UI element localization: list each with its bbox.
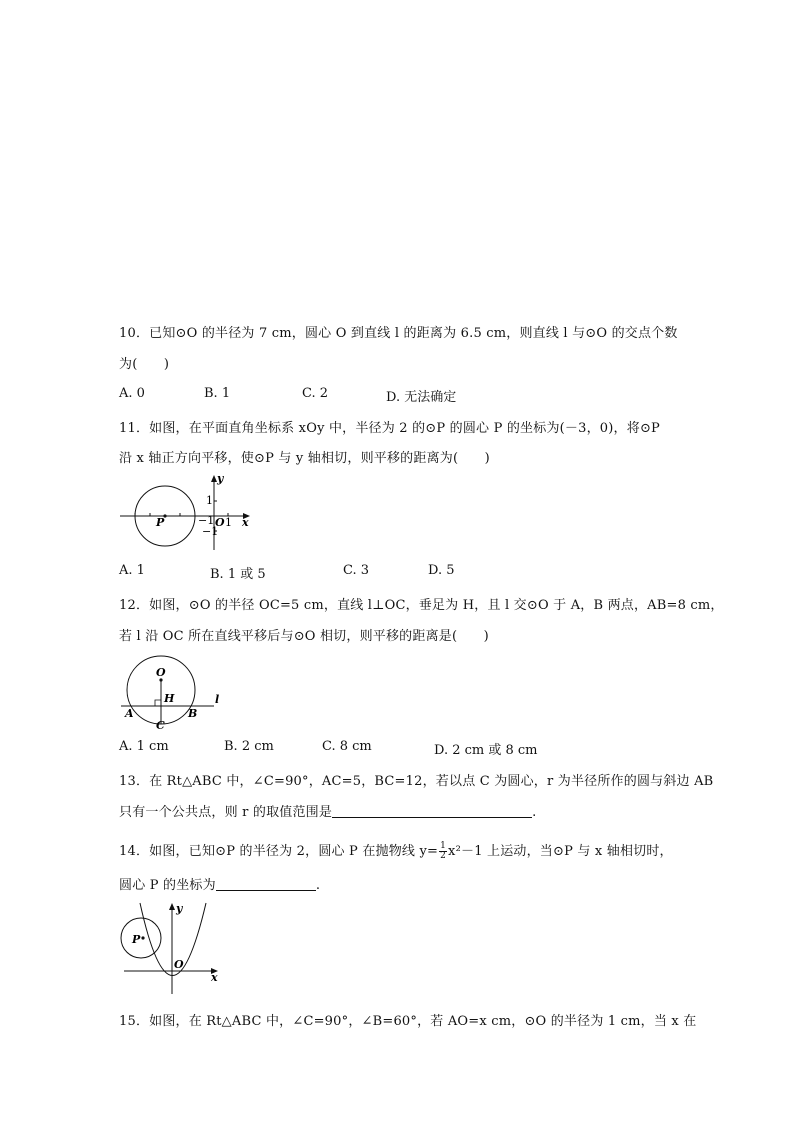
q11-label-tick-up: 1 bbox=[206, 494, 213, 507]
q13-stem-text: 只有一个公共点，则 r 的取值范围是 bbox=[119, 805, 333, 820]
q14-stem-end: . bbox=[315, 878, 321, 893]
q13-stem-line1: 13．在 Rt△ABC 中，∠C=90°，AC=5，BC=12，若以点 C 为圆心，r 为半径所作的圆与斜边 AB bbox=[119, 774, 714, 789]
q12-option-b: B. 2 cm bbox=[224, 739, 274, 754]
q11-option-c: C. 3 bbox=[343, 563, 370, 578]
q14-center-dot bbox=[141, 936, 144, 939]
q11-option-d: D. 5 bbox=[428, 563, 455, 578]
q14-figure bbox=[116, 898, 226, 996]
q14-stem-text-b: x²－1 上运动，当⊙P 与 x 轴相切时， bbox=[448, 844, 673, 859]
q14-frac-num: 1 bbox=[440, 841, 447, 851]
q11-label-tick-pos: 1 bbox=[225, 516, 232, 529]
q12-figure bbox=[118, 646, 228, 730]
q11-label-y: y bbox=[217, 472, 224, 485]
q14-label-p: P bbox=[132, 933, 141, 946]
q11-option-a: A. 1 bbox=[119, 563, 145, 578]
q12-right-angle bbox=[155, 700, 161, 706]
q11-label-p: P bbox=[156, 516, 165, 529]
q10-option-b: B. 1 bbox=[204, 386, 231, 401]
q14-fraction bbox=[439, 842, 447, 861]
q10-option-d: D. 无法确定 bbox=[386, 390, 457, 405]
q13-stem-end: . bbox=[532, 805, 537, 820]
q14-stem-line1 bbox=[119, 840, 673, 861]
q13-stem-line2 bbox=[119, 801, 536, 820]
q12-stem-line2: 若 l 沿 OC 所在直线平移后与⊙O 相切，则平移的距离是( ) bbox=[119, 629, 489, 644]
q11-label-tick-down: −1 bbox=[202, 525, 219, 538]
q14-y-arrow bbox=[169, 903, 175, 910]
q14-stem-text-c: 圆心 P 的坐标为 bbox=[119, 878, 216, 893]
q12-stem-line1: 12．如图，⊙O 的半径 OC=5 cm，直线 l⊥OC，垂足为 H，且 l 交⊙O 于 A，B 两点，AB=8 cm， bbox=[119, 598, 724, 613]
q12-option-d: D. 2 cm 或 8 cm bbox=[434, 743, 538, 758]
q12-option-a: A. 1 cm bbox=[119, 739, 169, 754]
q12-option-c: C. 8 cm bbox=[322, 739, 372, 754]
q10-stem-line1: 10．已知⊙O 的半径为 7 cm，圆心 O 到直线 l 的距离为 6.5 cm，则直线 l 与⊙O 的交点个数 bbox=[119, 326, 678, 341]
q13-answer-blank[interactable] bbox=[332, 805, 532, 818]
q12-label-o: O bbox=[156, 666, 166, 679]
q14-parabola bbox=[140, 903, 206, 976]
q11-label-tick-neg: −1 bbox=[198, 514, 215, 527]
q14-stem-text-a: 14．如图，已知⊙P 的半径为 2，圆心 P 在抛物线 y= bbox=[119, 844, 439, 859]
q11-label-origin: O bbox=[215, 516, 225, 529]
q12-label-l: l bbox=[215, 693, 220, 706]
q14-label-origin: O bbox=[174, 958, 184, 971]
q14-frac-den: 2 bbox=[440, 851, 447, 861]
q11-figure bbox=[118, 472, 258, 552]
q15-stem-line1: 15．如图，在 Rt△ABC 中，∠C=90°，∠B=60°，若 AO=x cm，⊙O 的半径为 1 cm，当 x 在 bbox=[119, 1014, 697, 1029]
q11-option-b: B. 1 或 5 bbox=[210, 567, 266, 582]
q14-label-y: y bbox=[176, 902, 183, 915]
q12-label-c: C bbox=[156, 719, 165, 730]
q12-label-h: H bbox=[164, 692, 175, 705]
q11-label-x: x bbox=[242, 516, 249, 529]
q14-label-x: x bbox=[211, 971, 218, 984]
q11-stem-line1: 11．如图，在平面直角坐标系 xOy 中，半径为 2 的⊙P 的圆心 P 的坐标为(－3，0)，将⊙P bbox=[119, 421, 660, 436]
q10-stem-line2: 为( ) bbox=[119, 357, 170, 372]
q12-label-a: A bbox=[125, 707, 134, 720]
q14-answer-blank[interactable] bbox=[216, 878, 316, 891]
q11-stem-line2: 沿 x 轴正方向平移，使⊙P 与 y 轴相切，则平移的距离为( ) bbox=[119, 451, 490, 466]
q12-label-b: B bbox=[188, 707, 198, 720]
q10-option-c: C. 2 bbox=[302, 386, 329, 401]
q14-stem-line2 bbox=[119, 874, 320, 893]
q14-circle-p bbox=[121, 918, 161, 958]
q10-option-a: A. 0 bbox=[119, 386, 145, 401]
